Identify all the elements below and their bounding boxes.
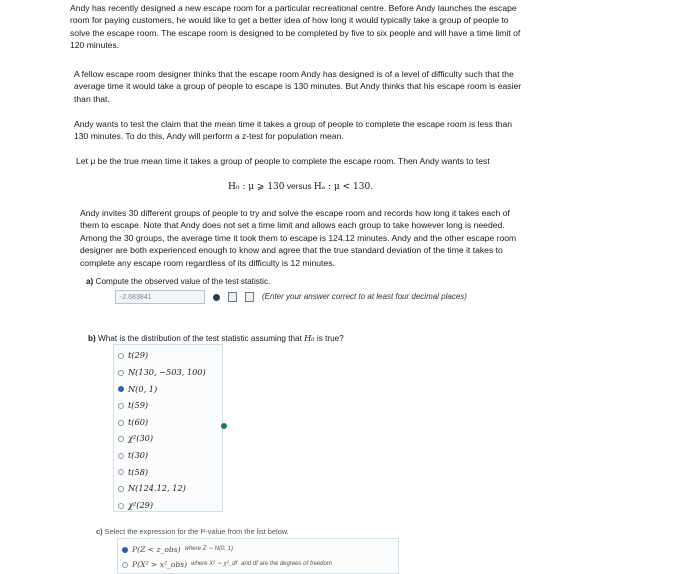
pvalue-options	[117, 538, 399, 574]
pvalue-extra: and df are the degrees of freedom	[241, 561, 332, 568]
radio-button[interactable]	[118, 436, 124, 442]
question-a-text: Compute the observed value of the test statistic.	[95, 277, 271, 286]
question-a-answer-row	[115, 290, 467, 304]
note-icon[interactable]	[245, 292, 254, 302]
option-n01[interactable]	[118, 381, 222, 398]
option-label: t(29)	[128, 350, 149, 361]
question-b-text-before: What is the distribution of the test statistic assuming that	[98, 334, 305, 343]
mu-definition-paragraph: Let μ be the true mean time it takes a group of people to complete the escape room. Then Andy wants to test	[76, 156, 490, 166]
pvalue-where: where Z ∼ N(0, 1)	[184, 546, 234, 553]
radio-button[interactable]	[118, 469, 124, 475]
radio-button[interactable]	[118, 403, 124, 409]
intro-paragraph: Andy has recently designed a new escape room for a particular recreational centre. Before Andy launches the escape room for paying customers, he would like to get a better idea of how long it would typically take a group of people to solve the escape room. The escape room is designed to be completed by five to six people and will have a time limit of 120 minutes.	[70, 3, 521, 51]
option-label: χ²(30)	[128, 433, 154, 444]
null-hypothesis: H₀ : μ ⩾ 130	[228, 182, 285, 192]
question-c-text: Select the expression for the P-value from the list below.	[104, 527, 289, 536]
pvalue-option-chi[interactable]	[122, 557, 398, 572]
question-a-label: a)	[86, 277, 94, 286]
option-t58[interactable]	[118, 464, 222, 481]
versus-text: versus	[284, 181, 314, 191]
pvalue-expression: P(X² > x²_obs)	[132, 560, 188, 569]
option-n130[interactable]	[118, 365, 222, 382]
question-a-hint: (Enter your answer correct to at least four decimal places)	[262, 292, 467, 302]
document-icon[interactable]	[228, 292, 237, 302]
claim-paragraph: A fellow escape room designer thinks that the escape room Andy has designed is of a level of difficulty such that the average time it would take a group of people to escape is 130 minutes. But Andy thinks that his escape room is easier than that.	[74, 69, 522, 104]
radio-button-selected[interactable]	[122, 547, 128, 553]
option-chi29[interactable]	[118, 497, 222, 514]
option-label: χ²(29)	[128, 499, 154, 510]
radio-button[interactable]	[118, 420, 124, 426]
radio-button-selected[interactable]	[118, 386, 124, 392]
option-chi30[interactable]	[118, 431, 222, 448]
radio-button[interactable]	[118, 370, 124, 376]
correct-status-icon	[221, 423, 227, 429]
data-paragraph: Andy invites 30 different groups of people to try and solve the escape room and records how long it takes each of them to escape. Note that Andy does not set a time limit and allows each group to take however long is needed. Among the 30 groups, the average time it took them to escape is 124.12 minutes. Andy and the other escape room designer are both experienced enough to know and agree that the true standard deviation of the time it takes to complete any escape room regardless of its difficulty is 12 minutes.	[80, 208, 517, 268]
option-label: t(58)	[128, 466, 149, 477]
option-label: t(59)	[128, 400, 149, 411]
question-c-label: c)	[96, 527, 103, 536]
pvalue-option-z[interactable]	[122, 542, 398, 557]
option-label: N(130, −503, 100)	[128, 366, 206, 377]
test-statistic-input[interactable]	[115, 290, 205, 304]
option-label: t(30)	[128, 449, 149, 460]
radio-button[interactable]	[118, 353, 124, 359]
answer-status-icon	[213, 294, 220, 301]
alternative-hypothesis: Hₐ : μ < 130.	[313, 182, 374, 192]
option-label: t(60)	[128, 416, 149, 427]
question-b-label: b)	[88, 334, 96, 343]
radio-button[interactable]	[118, 453, 124, 459]
test-paragraph: Andy wants to test the claim that the mean time it takes a group of people to complete the escape room is less than 130 minutes. To do this, Andy will perform a z-test for population mean.	[74, 119, 513, 142]
option-n12412[interactable]	[118, 481, 222, 498]
radio-button[interactable]	[118, 486, 124, 492]
option-t30[interactable]	[118, 448, 222, 465]
radio-button[interactable]	[122, 562, 128, 568]
pvalue-where: where X² ∼ χ²_df	[191, 561, 238, 568]
option-label: N(0, 1)	[128, 383, 158, 394]
option-t59[interactable]	[118, 398, 222, 415]
question-c	[96, 527, 289, 538]
question-b-text-after: is true?	[314, 334, 344, 343]
radio-button[interactable]	[118, 503, 124, 509]
option-t29[interactable]	[118, 348, 222, 365]
distribution-options	[113, 344, 223, 512]
question-a	[86, 276, 270, 288]
pvalue-expression: P(Z < z_obs)	[132, 545, 181, 554]
option-label: N(124.12, 12)	[128, 483, 186, 494]
option-t60[interactable]	[118, 414, 222, 431]
hypothesis-statement	[228, 180, 373, 194]
question-b-h0: H₀	[304, 333, 315, 343]
